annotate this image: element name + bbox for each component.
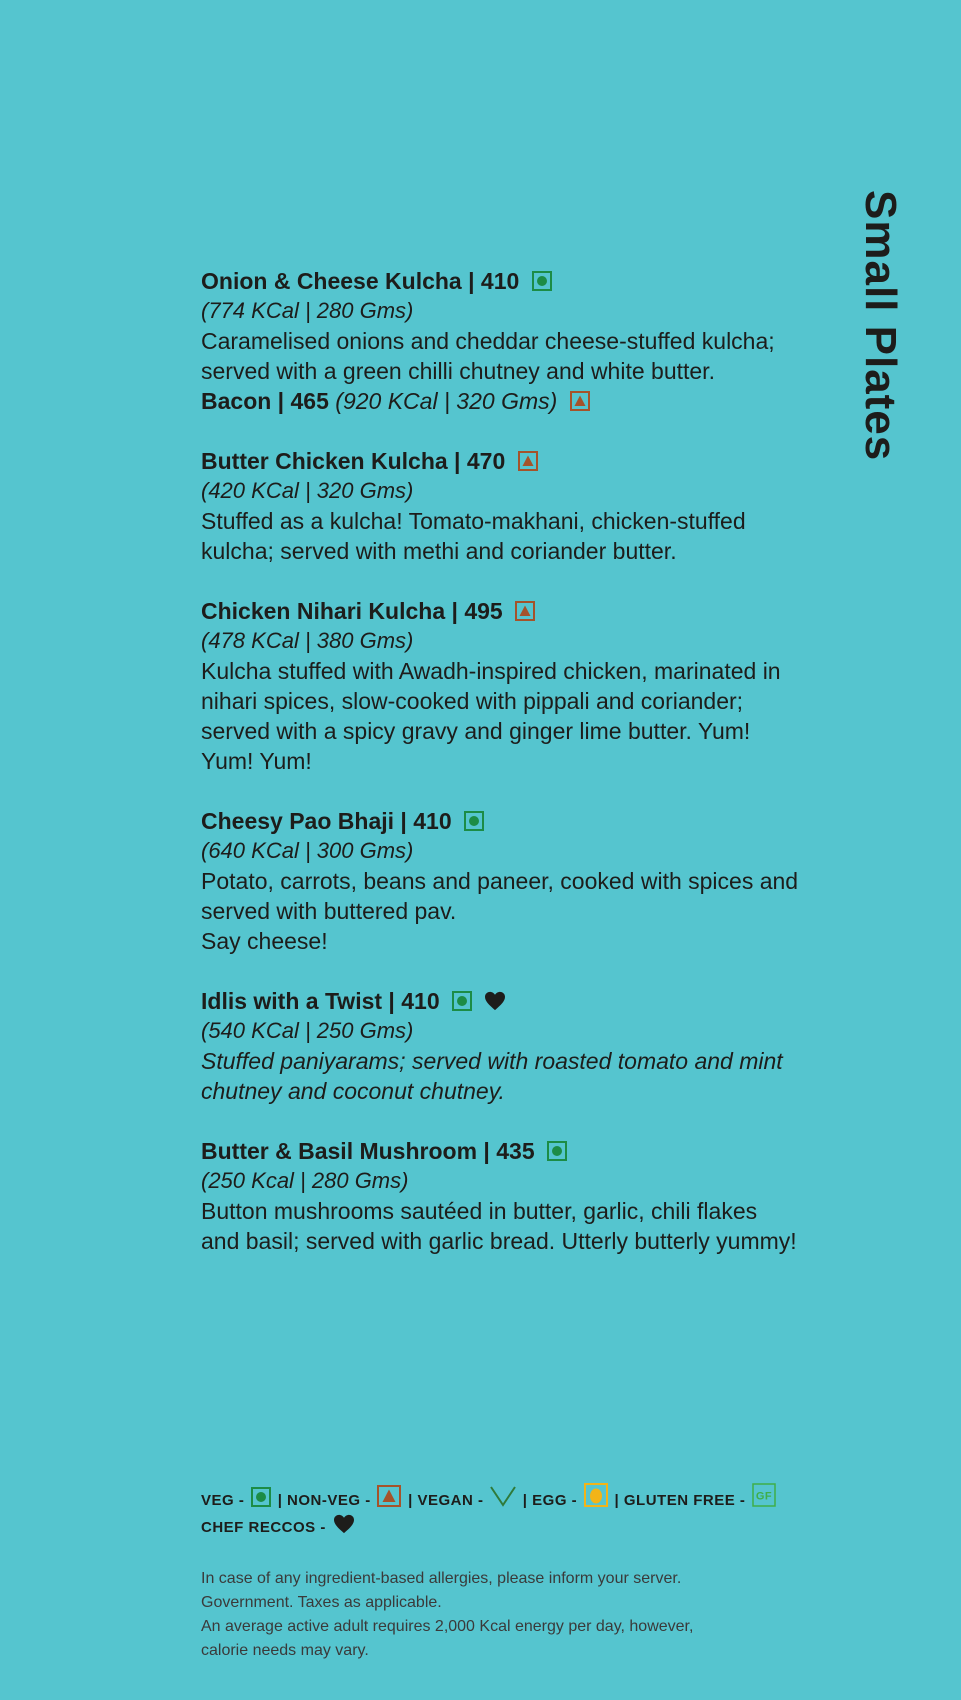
legend-egg-label: | EGG - — [522, 1492, 578, 1509]
menu-item — [201, 986, 801, 1106]
footer-line: calorie needs may vary. — [201, 1642, 369, 1659]
item-description: Stuffed paniyarams; served with roasted tomato and mint chutney and coconut chutney. — [201, 1048, 783, 1104]
legend-row-1 — [201, 1483, 801, 1514]
nonveg-icon — [377, 1485, 401, 1507]
veg-icon — [532, 271, 552, 291]
heart-icon — [333, 1514, 355, 1534]
item-name-price: Onion & Cheese Kulcha | 410 — [201, 268, 520, 294]
item-heading — [201, 806, 801, 836]
item-heading — [201, 596, 801, 626]
menu-item — [201, 806, 801, 956]
heart-icon — [484, 991, 506, 1011]
item-nutrition: (478 KCal | 380 Gms) — [201, 628, 414, 653]
item-name-price: Cheesy Pao Bhaji | 410 — [201, 808, 452, 834]
item-nutrition: (640 KCal | 300 Gms) — [201, 838, 414, 863]
nonveg-icon — [570, 391, 590, 411]
item-description-tagline: Say cheese! — [201, 928, 328, 954]
menu-item — [201, 446, 801, 566]
nonveg-icon — [515, 601, 535, 621]
item-heading — [201, 446, 801, 476]
item-name-price: Butter & Basil Mushroom | 435 — [201, 1138, 535, 1164]
veg-icon — [547, 1141, 567, 1161]
item-nutrition: (540 KCal | 250 Gms) — [201, 1018, 414, 1043]
item-name-price: Chicken Nihari Kulcha | 495 — [201, 598, 503, 624]
item-name-price: Butter Chicken Kulcha | 470 — [201, 448, 506, 474]
item-description: Potato, carrots, beans and paneer, cooked with spices and served with buttered pav. — [201, 868, 799, 924]
menu-item — [201, 266, 801, 416]
gf-mark: GF — [755, 1490, 773, 1503]
item-nutrition: (774 KCal | 280 Gms) — [201, 298, 414, 323]
gluten-free-icon — [752, 1483, 776, 1507]
footer-disclaimer — [201, 1567, 801, 1663]
menu-item — [201, 596, 801, 776]
legend-row-2 — [201, 1514, 801, 1541]
menu-item — [201, 1136, 801, 1256]
variant-nutrition: (920 KCal | 320 Gms) — [335, 388, 558, 414]
legend-chef-label: CHEF RECCOS - — [201, 1519, 326, 1536]
item-variant — [201, 386, 801, 416]
section-title: Small Plates — [856, 190, 905, 462]
item-description: Caramelised onions and cheddar cheese-stuffed kulcha; served with a green chilli chutney and white butter. — [201, 328, 775, 384]
item-heading — [201, 986, 801, 1016]
egg-icon — [584, 1483, 608, 1507]
legend-veg-label: VEG - — [201, 1492, 245, 1509]
veg-icon — [464, 811, 484, 831]
item-nutrition: (420 KCal | 320 Gms) — [201, 478, 414, 503]
menu-list — [201, 266, 801, 1286]
legend-vegan-label: | VEGAN - — [408, 1492, 484, 1509]
item-heading — [201, 1136, 801, 1166]
item-description: Stuffed as a kulcha! Tomato-makhani, chicken-stuffed kulcha; served with methi and coriander butter. — [201, 508, 746, 564]
footer-line: Government. Taxes as applicable. — [201, 1594, 442, 1611]
variant-name-price: Bacon | 465 — [201, 388, 329, 414]
legend-nonveg-label: | NON-VEG - — [277, 1492, 371, 1509]
diet-legend — [201, 1483, 801, 1541]
item-name-price: Idlis with a Twist | 410 — [201, 988, 440, 1014]
legend-glutenfree-label: | GLUTEN FREE - — [614, 1492, 746, 1509]
veg-icon — [452, 991, 472, 1011]
item-description: Kulcha stuffed with Awadh-inspired chicken, marinated in nihari spices, slow-cooked with pippali and coriander; served with a spicy gravy and ginger lime butter. Yum! Yum! Yum! — [201, 658, 781, 774]
vegan-check-icon — [490, 1485, 516, 1507]
veg-icon — [251, 1487, 271, 1507]
item-heading — [201, 266, 801, 296]
item-nutrition: (250 Kcal | 280 Gms) — [201, 1168, 409, 1193]
nonveg-icon — [518, 451, 538, 471]
footer-line: An average active adult requires 2,000 Kcal energy per day, however, — [201, 1618, 694, 1635]
item-description: Button mushrooms sautéed in butter, garlic, chili flakes and basil; served with garlic bread. Utterly butterly yummy! — [201, 1198, 797, 1254]
footer-line: In case of any ingredient-based allergies, please inform your server. — [201, 1570, 682, 1587]
